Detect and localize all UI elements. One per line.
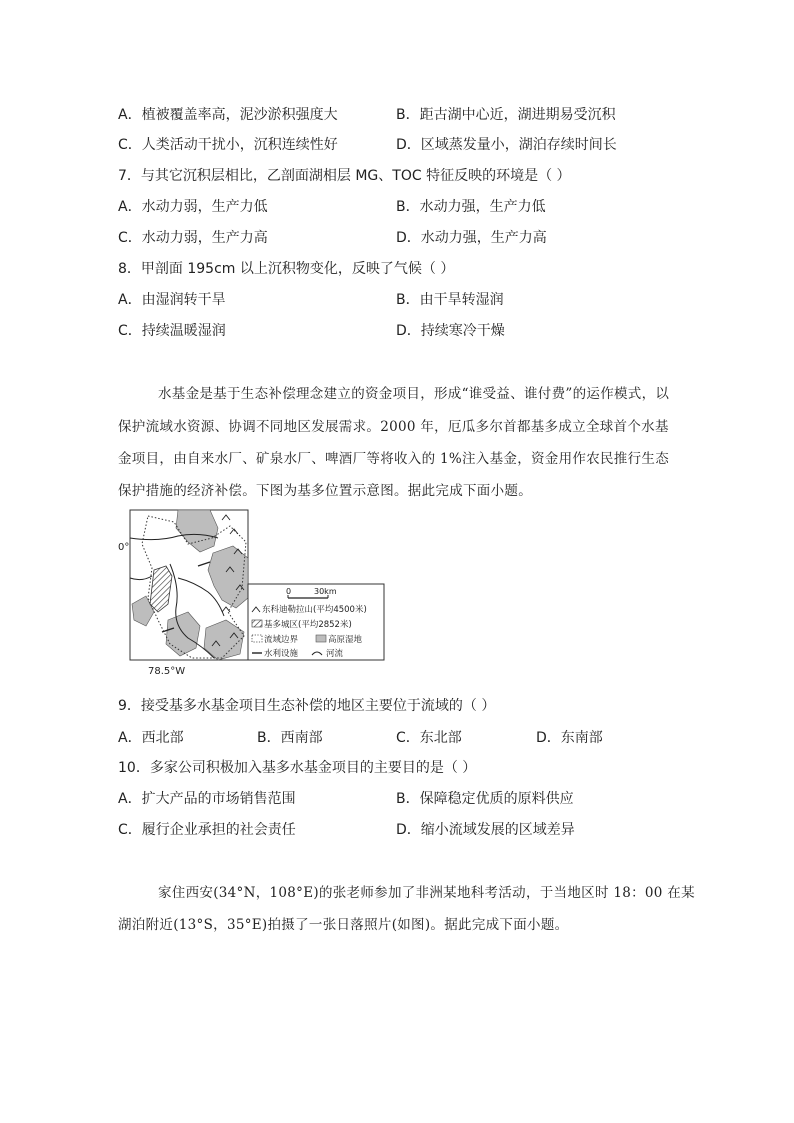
q9-option-b: B．西南部 xyxy=(257,730,323,746)
passage2-line4: 保护措施的经济补偿。下图为基多位置示意图。据此完成下面小题。 xyxy=(118,483,532,499)
passage2-line1: 水基金是基于生态补偿理念建立的资金项目，形成“谁受益、谁付费”的运作模式，以 xyxy=(158,386,670,402)
q8-stem: 8．甲剖面 195cm 以上沉积物变化，反映了气候（ ） xyxy=(118,261,455,277)
q7-option-a: A．水动力弱，生产力低 xyxy=(118,199,268,215)
passage3-line2: 湖泊附近(13°S，35°E)拍摄了一张日落照片(如图)。据此完成下面小题。 xyxy=(118,917,569,933)
q10-stem: 10．多家公司积极加入基多水基金项目的主要目的是（ ） xyxy=(118,760,477,776)
q8-option-c: C．持续温暖湿润 xyxy=(118,323,226,339)
q7-option-d: D．水动力强，生产力高 xyxy=(396,230,547,246)
q7-option-c: C．水动力弱，生产力高 xyxy=(118,230,268,246)
legend-mountain-label: 东科迪勒拉山(平均4500米) xyxy=(262,605,367,615)
passage3-line1: 家住西安(34°N，108°E)的张老师参加了非洲某地科考活动，于当地区时 18：00 在某 xyxy=(158,885,695,901)
legend-facility-label: 水利设施 xyxy=(264,649,299,659)
q8-option-b: B．由干旱转湿润 xyxy=(396,292,504,308)
q6-option-b: B．距古湖中心近，湖进期易受沉积 xyxy=(396,107,616,123)
legend-wetland-icon xyxy=(316,635,326,642)
passage2-line2: 保护流域水资源、协调不同地区发展需求。2000 年，厄瓜多尔首都基多成立全球首个水基 xyxy=(118,419,669,435)
scale-end: 30km xyxy=(314,587,337,596)
legend-wetland-label: 高原湿地 xyxy=(328,635,363,645)
passage2-line3: 金项目，由自来水厂、矿泉水厂、啤酒厂等将收入的 1%注入基金，资金用作农民推行生态 xyxy=(118,451,670,467)
q7-stem: 7．与其它沉积层相比，乙剖面湖相层 MG、TOC 特征反映的环境是（ ） xyxy=(118,168,571,184)
q7-option-b: B．水动力强，生产力低 xyxy=(396,199,546,215)
legend-boundary-label: 流域边界 xyxy=(264,635,299,645)
legend-city-icon xyxy=(252,620,262,627)
q6-option-a: A．植被覆盖率高，泥沙淤积强度大 xyxy=(118,107,338,123)
q9-option-a: A．西北部 xyxy=(118,730,184,746)
q10-option-c: C．履行企业承担的社会责任 xyxy=(118,822,296,838)
q9-option-c: C．东北部 xyxy=(396,730,462,746)
legend-city-label: 基多城区(平均2852米) xyxy=(264,620,352,630)
q6-option-d: D．区域蒸发量小，湖泊存续时间长 xyxy=(396,137,617,153)
q10-option-b: B．保障稳定优质的原料供应 xyxy=(396,791,574,807)
legend-river-label: 河流 xyxy=(326,649,344,659)
q9-stem: 9．接受基多水基金项目生态补偿的地区主要位于流域的（ ） xyxy=(118,698,496,714)
q10-option-a: A．扩大产品的市场销售范围 xyxy=(118,791,296,807)
longitude-label: 78.5°W xyxy=(148,666,186,677)
latitude-label: 0° xyxy=(118,542,130,553)
q8-option-a: A．由湿润转干旱 xyxy=(118,292,226,308)
q8-option-d: D．持续寒冷干燥 xyxy=(396,323,505,339)
q6-option-c: C．人类活动干扰小，沉积连续性好 xyxy=(118,137,338,153)
q9-option-d: D．东南部 xyxy=(536,730,603,746)
scale-zero: 0 xyxy=(286,587,292,596)
q10-option-d: D．缩小流域发展的区域差异 xyxy=(396,822,575,838)
quito-location-map xyxy=(118,508,388,678)
